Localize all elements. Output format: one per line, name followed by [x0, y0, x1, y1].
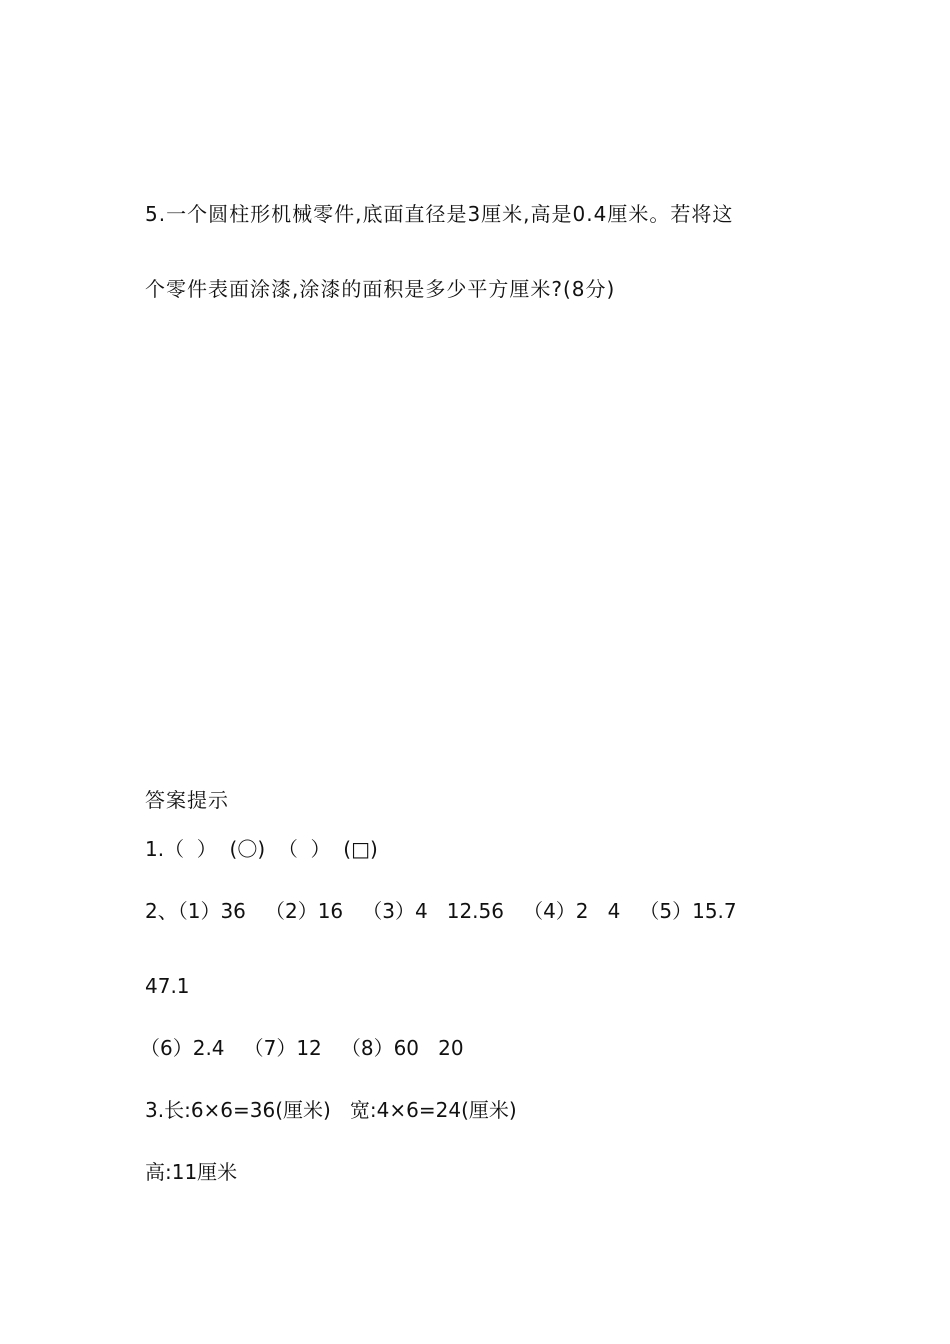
answer-2-line-1: 2、（1）36 （2）16 （3）4 12.56 （4）2 4 （5）15.7 [145, 899, 737, 923]
answer-3-line-2: 高:11厘米 [145, 1160, 238, 1184]
answer-3-line-1: 3.长:6×6=36(厘米) 宽:4×6=24(厘米) [145, 1098, 517, 1122]
answer-heading: 答案提示 [145, 788, 229, 812]
answer-2-line-2: 47.1 [145, 974, 190, 998]
answer-2-line-3: （6）2.4 （7）12 （8）60 20 [140, 1036, 464, 1060]
question-5-line-2: 个零件表面涂漆,涂漆的面积是多少平方厘米?(8分) [145, 277, 616, 301]
question-5-line-1: 5.一个圆柱形机械零件,底面直径是3厘米,高是0.4厘米。若将这 [145, 202, 734, 226]
answer-1: 1.（ ） (〇) （ ） (□) [145, 837, 378, 861]
